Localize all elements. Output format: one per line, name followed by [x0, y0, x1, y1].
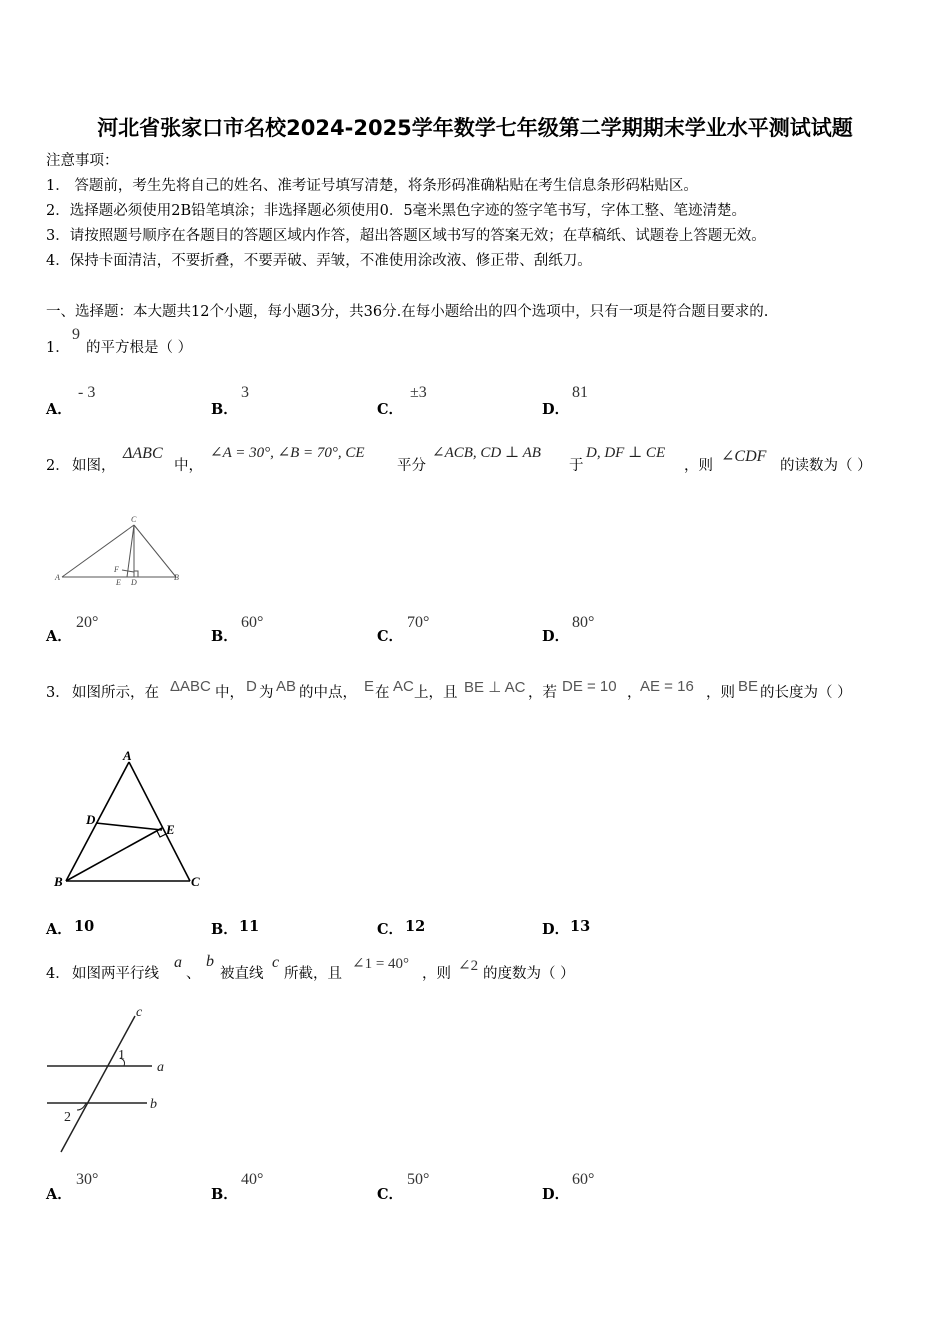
q2-text-4: 于 — [569, 458, 584, 474]
q4-option-d-letter: D． — [542, 1186, 570, 1203]
page-title: 河北省张家口市名校2024-2025学年数学七年级第二学期期末学业水平测试试题 — [97, 116, 853, 140]
q4-math-2: b — [206, 953, 214, 970]
notice-heading: 注意事项： — [46, 153, 119, 169]
q3-option-d-letter: D． — [542, 921, 570, 938]
q3-number: 3． — [46, 685, 70, 701]
q2-text-6: 的读数为（ ） — [780, 458, 872, 474]
q4-text-4: 所截，且 — [284, 966, 342, 982]
q4-number: 4． — [46, 966, 70, 982]
q3-option-d-value: 13 — [570, 918, 591, 935]
q3-math-4: E — [364, 678, 375, 695]
q2-figure — [50, 510, 190, 590]
q1-text: 的平方根是（ ） — [86, 340, 193, 356]
q2-fig-label-f: F — [114, 565, 119, 574]
q1-option-d-value: 81 — [572, 384, 588, 401]
q3-option-c-letter: C． — [377, 921, 404, 938]
q4-fig-label-a: a — [157, 1060, 164, 1075]
q2-option-d-letter: D． — [542, 628, 570, 645]
q4-math-5: ∠2 — [458, 958, 479, 974]
q3-text-2: 中， — [215, 685, 244, 701]
q1-number: 1． — [46, 340, 70, 356]
q2-math-2: ∠A = 30°, ∠B = 70°, CE — [210, 445, 365, 461]
q4-option-b-value: 40° — [241, 1171, 264, 1188]
q4-text-6: 的度数为（ ） — [483, 966, 575, 982]
q3-math-3: AB — [276, 678, 297, 695]
q4-math-1: a — [174, 954, 182, 971]
q4-text-3: 被直线 — [220, 966, 264, 982]
q4-text-5: ，则 — [422, 966, 451, 982]
q2-fig-label-a: A — [55, 573, 60, 582]
q3-figure — [50, 745, 210, 895]
q4-math-4: ∠1 = 40° — [352, 956, 410, 972]
q2-option-b-letter: B． — [211, 628, 238, 645]
q3-text-6: 上，且 — [414, 685, 458, 701]
q2-text-2: 中， — [174, 458, 203, 474]
q2-math-5: ∠CDF — [721, 448, 767, 465]
q4-fig-label-b: b — [150, 1097, 157, 1112]
section-heading: 一、选择题：本大题共12个小题，每小题3分，共36分.在每小题给出的四个选项中，只有一项是符合题目要求的. — [46, 304, 769, 320]
q3-option-a-letter: A． — [46, 921, 72, 938]
q2-number: 2． — [46, 458, 70, 474]
q4-fig-label-1: 1 — [118, 1048, 125, 1063]
notice-item-4: 4．保持卡面清洁，不要折叠，不要弄破、弄皱，不准使用涂改液、修正带、刮纸刀。 — [46, 253, 592, 269]
q3-fig-label-d: D — [86, 812, 96, 827]
q2-option-d-value: 80° — [572, 614, 595, 631]
q3-text-4: 的中点， — [299, 685, 357, 701]
q3-fig-label-a: A — [123, 748, 132, 763]
q3-option-b-value: 11 — [239, 918, 260, 935]
q4-figure — [40, 1000, 190, 1160]
q2-fig-label-e: E — [116, 578, 121, 587]
q1-option-c-letter: C． — [377, 401, 404, 418]
q4-option-c-letter: C． — [377, 1186, 404, 1203]
q4-math-3: c — [272, 954, 280, 971]
q2-text-5: ，则 — [684, 458, 713, 474]
q4-option-a-value: 30° — [76, 1171, 99, 1188]
q3-option-c-value: 12 — [405, 918, 426, 935]
q2-option-a-value: 20° — [76, 614, 99, 631]
q4-option-b-letter: B． — [211, 1186, 238, 1203]
q3-option-b-letter: B． — [211, 921, 238, 938]
q2-math-1: ΔABC — [123, 445, 163, 462]
q1-option-b-value: 3 — [241, 384, 249, 401]
q3-math-8: AE = 16 — [640, 678, 694, 695]
q3-math-7: DE = 10 — [562, 678, 617, 695]
q3-fig-label-c: C — [191, 874, 200, 889]
q3-text-8: ， — [627, 685, 642, 701]
q4-option-a-letter: A． — [46, 1186, 72, 1203]
q1-math: 9 — [72, 326, 80, 343]
notice-item-1: 1． 答题前，考生先将自己的姓名、准考证号填写清楚，将条形码准确粘贴在考生信息条形码粘贴区。 — [46, 178, 698, 194]
q1-option-a-letter: A． — [46, 401, 72, 418]
q3-text-7: ，若 — [528, 685, 557, 701]
q4-fig-label-c: c — [136, 1005, 143, 1020]
q3-math-6: BE ⊥ AC — [464, 679, 526, 696]
q2-math-3: ∠ACB, CD ⊥ AB — [432, 445, 541, 461]
q2-option-a-letter: A． — [46, 628, 72, 645]
q3-math-9: BE — [738, 678, 759, 695]
q3-text-9: ，则 — [706, 685, 735, 701]
notice-item-2: 2．选择题必须使用2B铅笔填涂；非选择题必须使用0．5毫米黑色字迹的签字笔书写，字体工整、笔迹清楚。 — [46, 203, 747, 219]
q1-option-a-value: - 3 — [78, 384, 96, 401]
q2-fig-label-c: C — [131, 515, 137, 524]
q2-fig-label-d: D — [131, 578, 137, 587]
q2-text-1: 如图， — [72, 458, 116, 474]
q3-text-10: 的长度为（ ） — [760, 685, 852, 701]
q3-option-a-value: 10 — [74, 918, 95, 935]
q2-option-c-value: 70° — [407, 614, 430, 631]
q3-math-5: AC — [393, 678, 414, 695]
q3-math-2: D — [246, 678, 257, 695]
q4-option-d-value: 60° — [572, 1171, 595, 1188]
q2-option-c-letter: C． — [377, 628, 404, 645]
q3-fig-label-e: E — [166, 822, 175, 837]
q4-fig-label-2: 2 — [64, 1110, 71, 1125]
q2-math-4: D, DF ⊥ CE — [586, 445, 666, 461]
q3-text-1: 如图所示，在 — [72, 685, 159, 701]
q2-text-3: 平分 — [397, 458, 426, 474]
q2-option-b-value: 60° — [241, 614, 264, 631]
q3-text-5: 在 — [375, 685, 390, 701]
q1-option-b-letter: B． — [211, 401, 238, 418]
q4-option-c-value: 50° — [407, 1171, 430, 1188]
q2-fig-label-b: B — [174, 573, 179, 582]
q4-text-2: 、 — [186, 966, 201, 982]
q3-math-1: ΔABC — [170, 678, 211, 695]
q3-fig-label-b: B — [54, 874, 63, 889]
q4-text-1: 如图两平行线 — [72, 966, 159, 982]
q1-option-d-letter: D． — [542, 401, 570, 418]
q3-text-3: 为 — [259, 685, 274, 701]
q1-option-c-value: ±3 — [410, 384, 427, 401]
notice-item-3: 3．请按照题号顺序在各题目的答题区域内作答，超出答题区域书写的答案无效；在草稿纸、试题卷上答题无效。 — [46, 228, 766, 244]
